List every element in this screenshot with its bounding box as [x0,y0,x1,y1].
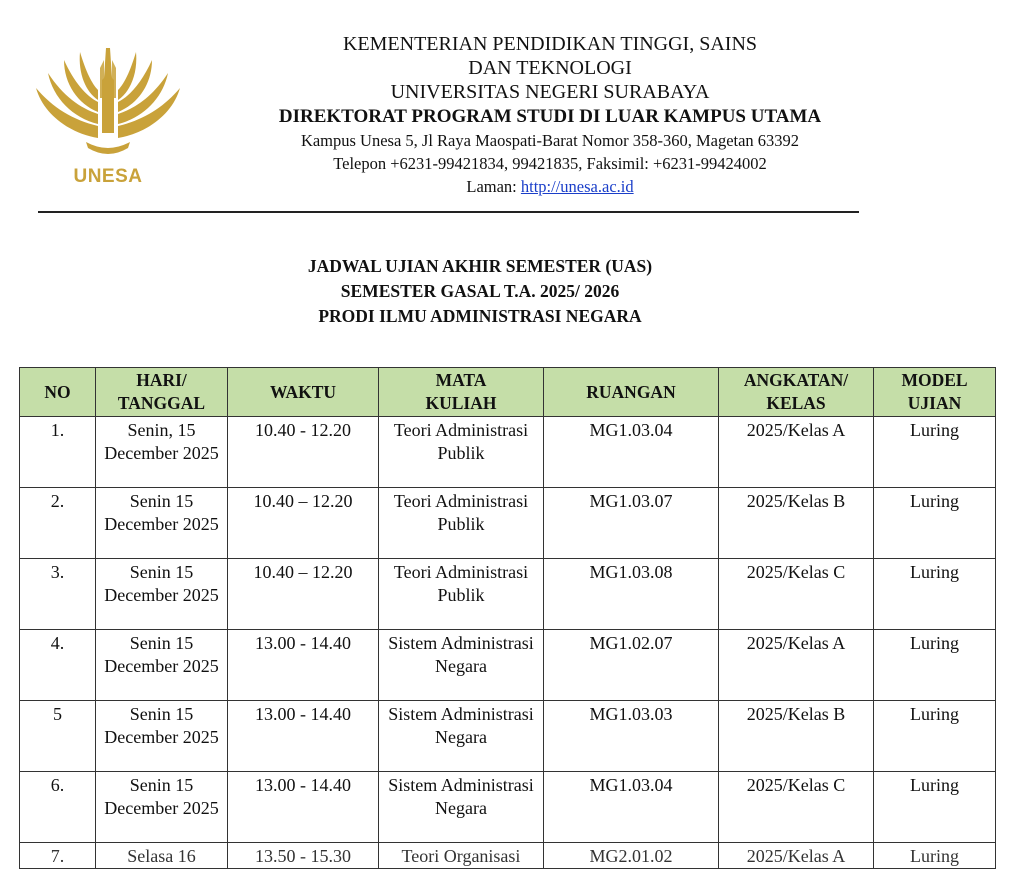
cell-no: 3. [20,559,96,630]
exam-schedule-table [19,367,996,869]
cell-hari-tanggal: Senin 15 December 2025 [96,559,228,630]
cell-no: 2. [20,488,96,559]
table-header-row [20,368,996,417]
column-header-angkatan-kelas: ANGKATAN/ KELAS [719,368,874,417]
ministry-name-line2: DAN TEKNOLOGI [468,57,632,79]
logo-wordmark: UNESA [73,166,143,187]
column-header-mata-kuliah: MATA KULIAH [379,368,544,417]
cell-mata-kuliah: Sistem Administrasi Negara [379,772,544,843]
table-row [20,843,996,869]
cell-mata-kuliah: Teori Organisasi [379,843,544,869]
table-row [20,488,996,559]
unesa-logo [28,38,188,198]
cell-mata-kuliah: Teori Administrasi Publik [379,488,544,559]
cell-waktu: 10.40 – 12.20 [228,559,379,630]
cell-no: 4. [20,630,96,701]
cell-hari-tanggal: Senin 15 December 2025 [96,630,228,701]
cell-no: 5 [20,701,96,772]
directorate-name: DIREKTORAT PROGRAM STUDI DI LUAR KAMPUS UTAMA [278,106,822,127]
cell-ruangan: MG1.03.08 [544,559,719,630]
table-row [20,559,996,630]
cell-ruangan: MG1.02.07 [544,630,719,701]
column-header-ruangan: RUANGAN [544,368,719,417]
cell-ruangan: MG2.01.02 [544,843,719,869]
column-header-hari-tanggal: HARI/ TANGGAL [96,368,228,417]
university-name: UNIVERSITAS NEGERI SURABAYA [390,81,710,103]
phone-fax: Telepon +6231-99421834, 99421835, Faksimil: +6231-99424002 [333,154,767,173]
table-row [20,701,996,772]
cell-waktu: 13.50 - 15.30 [228,843,379,869]
cell-mata-kuliah: Teori Administrasi Publik [379,417,544,488]
cell-model-ujian: Luring [874,559,996,630]
cell-hari-tanggal: Senin 15 December 2025 [96,701,228,772]
column-header-waktu: WAKTU [228,368,379,417]
table-body [20,417,996,869]
cell-hari-tanggal: Senin 15 December 2025 [96,488,228,559]
cell-ruangan: MG1.03.04 [544,772,719,843]
document-heading [0,254,960,329]
website-label: Laman: [466,177,521,196]
cell-angkatan-kelas: 2025/Kelas A [719,630,874,701]
cell-model-ujian: Luring [874,630,996,701]
address: Kampus Unesa 5, Jl Raya Maospati-Barat Nomor 358-360, Magetan 63392 [300,131,800,150]
cell-model-ujian: Luring [874,488,996,559]
letterhead [220,32,880,198]
cell-model-ujian: Luring [874,417,996,488]
cell-hari-tanggal: Senin 15 December 2025 [96,772,228,843]
cell-waktu: 13.00 - 14.40 [228,772,379,843]
cell-mata-kuliah: Sistem Administrasi Negara [379,701,544,772]
website-line [220,175,880,198]
cell-ruangan: MG1.03.07 [544,488,719,559]
cell-mata-kuliah: Teori Administrasi Publik [379,559,544,630]
cell-angkatan-kelas: 2025/Kelas B [719,488,874,559]
cell-ruangan: MG1.03.04 [544,417,719,488]
heading-line1: JADWAL UJIAN AKHIR SEMESTER (UAS) [307,256,653,276]
letterhead-divider [38,211,859,213]
cell-waktu: 10.40 - 12.20 [228,417,379,488]
cell-no: 7. [20,843,96,869]
unesa-emblem-icon [28,38,188,168]
cell-no: 1. [20,417,96,488]
website-link[interactable]: http://unesa.ac.id [520,177,634,196]
cell-waktu: 13.00 - 14.40 [228,630,379,701]
cell-hari-tanggal: Senin, 15 December 2025 [96,417,228,488]
cell-mata-kuliah: Sistem Administrasi Negara [379,630,544,701]
ministry-name-line1: KEMENTERIAN PENDIDIKAN TINGGI, SAINS [342,33,758,55]
column-header-model-ujian: MODEL UJIAN [874,368,996,417]
cell-ruangan: MG1.03.03 [544,701,719,772]
table-row [20,417,996,488]
cell-angkatan-kelas: 2025/Kelas A [719,417,874,488]
cell-hari-tanggal: Selasa 16 [96,843,228,869]
cell-waktu: 13.00 - 14.40 [228,701,379,772]
table-row [20,630,996,701]
cell-model-ujian: Luring [874,843,996,869]
cell-angkatan-kelas: 2025/Kelas C [719,559,874,630]
cell-angkatan-kelas: 2025/Kelas B [719,701,874,772]
cell-no: 6. [20,772,96,843]
cell-angkatan-kelas: 2025/Kelas A [719,843,874,869]
heading-line3: PRODI ILMU ADMINISTRASI NEGARA [318,306,642,326]
cell-model-ujian: Luring [874,701,996,772]
heading-line2: SEMESTER GASAL T.A. 2025/ 2026 [340,281,620,301]
table-row [20,772,996,843]
cell-waktu: 10.40 – 12.20 [228,488,379,559]
cell-model-ujian: Luring [874,772,996,843]
cell-angkatan-kelas: 2025/Kelas C [719,772,874,843]
column-header-no: NO [20,368,96,417]
